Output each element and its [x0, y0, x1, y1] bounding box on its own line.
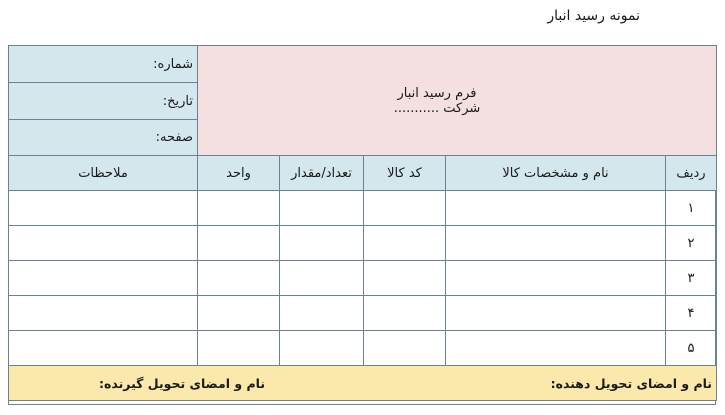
notes-cell[interactable] — [8, 190, 198, 226]
unit-cell[interactable] — [197, 260, 280, 296]
deliverer-signature-label: نام و امضای تحویل دهنده: — [550, 375, 712, 391]
form-title: فرم رسید انبار — [397, 85, 477, 101]
code-cell[interactable] — [363, 330, 446, 366]
code-cell[interactable] — [363, 225, 446, 261]
name-specs-cell[interactable] — [445, 330, 666, 366]
quantity-cell[interactable] — [279, 225, 364, 261]
row-number: ۱ — [665, 190, 717, 226]
unit-cell[interactable] — [197, 295, 280, 331]
code-cell[interactable] — [363, 260, 446, 296]
receiver-signature-label: نام و امضای تحویل گیرنده: — [99, 375, 266, 391]
page-title: نمونه رسید انبار — [547, 8, 640, 24]
column-header-row: ردیف — [665, 155, 717, 191]
name-specs-cell[interactable] — [445, 260, 666, 296]
company-line: شرکت ........... — [393, 100, 481, 116]
date-field-label: تاریخ: — [8, 82, 198, 120]
quantity-cell[interactable] — [279, 260, 364, 296]
unit-cell[interactable] — [197, 330, 280, 366]
unit-cell[interactable] — [197, 225, 280, 261]
code-cell[interactable] — [363, 295, 446, 331]
code-cell[interactable] — [363, 190, 446, 226]
column-header-code: کد کالا — [363, 155, 446, 191]
unit-cell[interactable] — [197, 190, 280, 226]
signature-footer — [8, 365, 717, 401]
notes-cell[interactable] — [8, 330, 198, 366]
notes-cell[interactable] — [8, 225, 198, 261]
name-specs-cell[interactable] — [445, 190, 666, 226]
warehouse-receipt-form — [8, 45, 716, 405]
column-header-quantity: تعداد/مقدار — [279, 155, 364, 191]
row-number: ۵ — [665, 330, 717, 366]
quantity-cell[interactable] — [279, 295, 364, 331]
notes-cell[interactable] — [8, 260, 198, 296]
number-field-label: شماره: — [8, 45, 198, 83]
quantity-cell[interactable] — [279, 190, 364, 226]
name-specs-cell[interactable] — [445, 225, 666, 261]
notes-cell[interactable] — [8, 295, 198, 331]
column-header-unit: واحد — [197, 155, 280, 191]
quantity-cell[interactable] — [279, 330, 364, 366]
row-number: ۴ — [665, 295, 717, 331]
name-specs-cell[interactable] — [445, 295, 666, 331]
column-header-name-specs: نام و مشخصات کالا — [445, 155, 666, 191]
page-field-label: صفحه: — [8, 119, 198, 156]
column-header-notes: ملاحظات — [8, 155, 198, 191]
row-number: ۲ — [665, 225, 717, 261]
row-number: ۳ — [665, 260, 717, 296]
form-header — [197, 45, 717, 156]
